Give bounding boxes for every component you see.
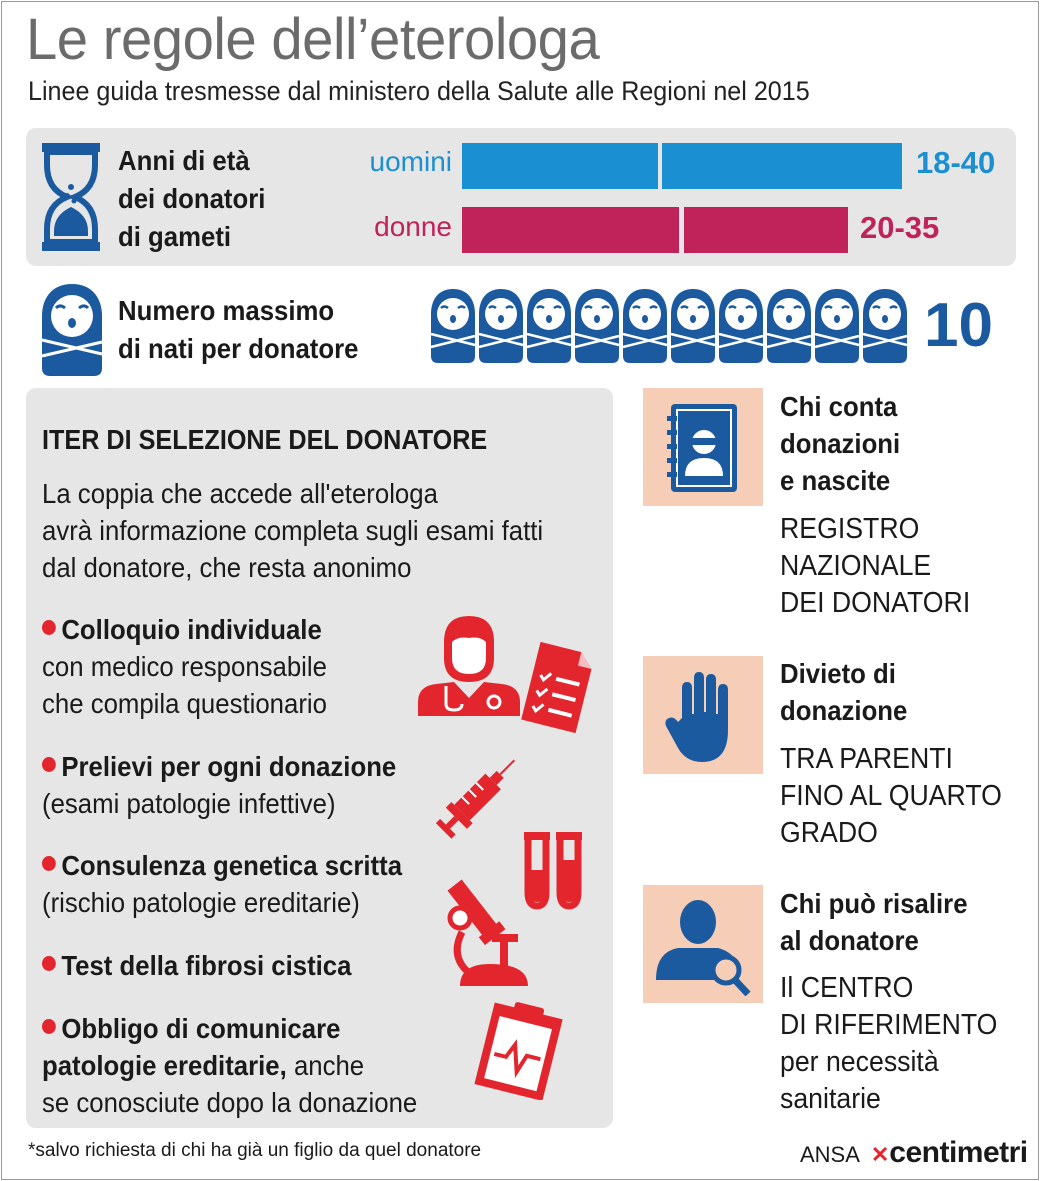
men-age-bar [462, 143, 902, 189]
ages-label: Anni di età dei donatori di gameti [118, 145, 266, 252]
baby-icon [526, 288, 572, 364]
bullet-dot [42, 856, 56, 871]
selection-title: ITER DI SELEZIONE DEL DONATORE [42, 424, 488, 455]
footnote: *salvo richiesta di chi ha già un figlio da quel donatore [28, 1140, 482, 1161]
men-age-bar-segment-2 [662, 143, 902, 189]
registry-book-icon [665, 402, 743, 494]
baby-icon [40, 282, 104, 378]
source-brand [800, 1136, 1028, 1170]
women-age-bar-segment-1 [462, 207, 679, 253]
max-births-count: 10 [924, 291, 993, 360]
doctor-icon [416, 612, 522, 716]
trace-heading: Chi può risalire al donatore [780, 888, 968, 956]
clipboard-heartbeat-icon [470, 1000, 570, 1100]
step-interview: Colloquio individuale con medico responsabile che compila questionario [42, 614, 327, 719]
baby-icon [670, 288, 716, 364]
brand-name: centimetri [889, 1136, 1028, 1169]
page-title: Le regole dell’eterologa [26, 7, 600, 72]
hourglass-icon [40, 143, 102, 251]
step-genetic-counseling: Consulenza genetica scritta (rischio patologie ereditarie) [42, 850, 403, 918]
step-hereditary-obligation: Obbligo di comunicare patologie ereditarie, anche se conosciute dopo la donazione [42, 1013, 418, 1118]
syringe-icon [436, 755, 522, 839]
women-age-bar-segment-2 [684, 207, 848, 253]
baby-icon [862, 288, 908, 364]
women-age-bar [462, 207, 848, 253]
source-label: ANSA [800, 1142, 859, 1167]
person-search-icon [654, 896, 754, 996]
bullet-dot [42, 956, 56, 971]
baby-icon [430, 288, 476, 364]
men-label: uomini [369, 146, 452, 177]
baby-icon [718, 288, 764, 364]
microscope-icon [440, 876, 534, 988]
men-age-bar-segment-1 [462, 143, 658, 189]
step-cystic-fibrosis-test: Test della fibrosi cistica [42, 947, 351, 984]
ban-heading: Divieto di donazione [780, 658, 908, 726]
bullet-dot [42, 620, 56, 635]
page-subtitle: Linee guida tresmesse dal ministero della Salute alle Regioni nel 2015 [28, 76, 810, 106]
brand-mark-icon: ✕ [870, 1142, 890, 1167]
bullet-dot [42, 1019, 56, 1034]
stop-hand-icon [664, 668, 742, 764]
trace-body: Il CENTRO DI RIFERIMENTO per necessità sanitarie [780, 972, 998, 1115]
women-label: donne [374, 211, 452, 242]
ban-body: TRA PARENTI FINO AL QUARTO GRADO [780, 743, 1002, 849]
men-range: 18-40 [916, 145, 996, 180]
baby-icon [574, 288, 620, 364]
women-range: 20-35 [860, 210, 940, 245]
step-samples: Prelievi per ogni donazione (esami patologie infettive) [42, 751, 397, 819]
baby-icon [622, 288, 668, 364]
registry-body: REGISTRO NAZIONALE DEI DONATORI [780, 513, 971, 619]
selection-description: La coppia che accede all'eterologa avrà informazione completa sugli esami fatti dal donatore, che resta anonimo [42, 478, 544, 583]
registry-heading: Chi conta donazioni e nascite [780, 391, 901, 496]
baby-icon [766, 288, 812, 364]
baby-icon [814, 288, 860, 364]
bullet-dot [42, 757, 56, 772]
births-label: Numero massimo di nati per donatore [118, 295, 359, 364]
baby-icon [478, 288, 524, 364]
checklist-icon [520, 640, 600, 736]
